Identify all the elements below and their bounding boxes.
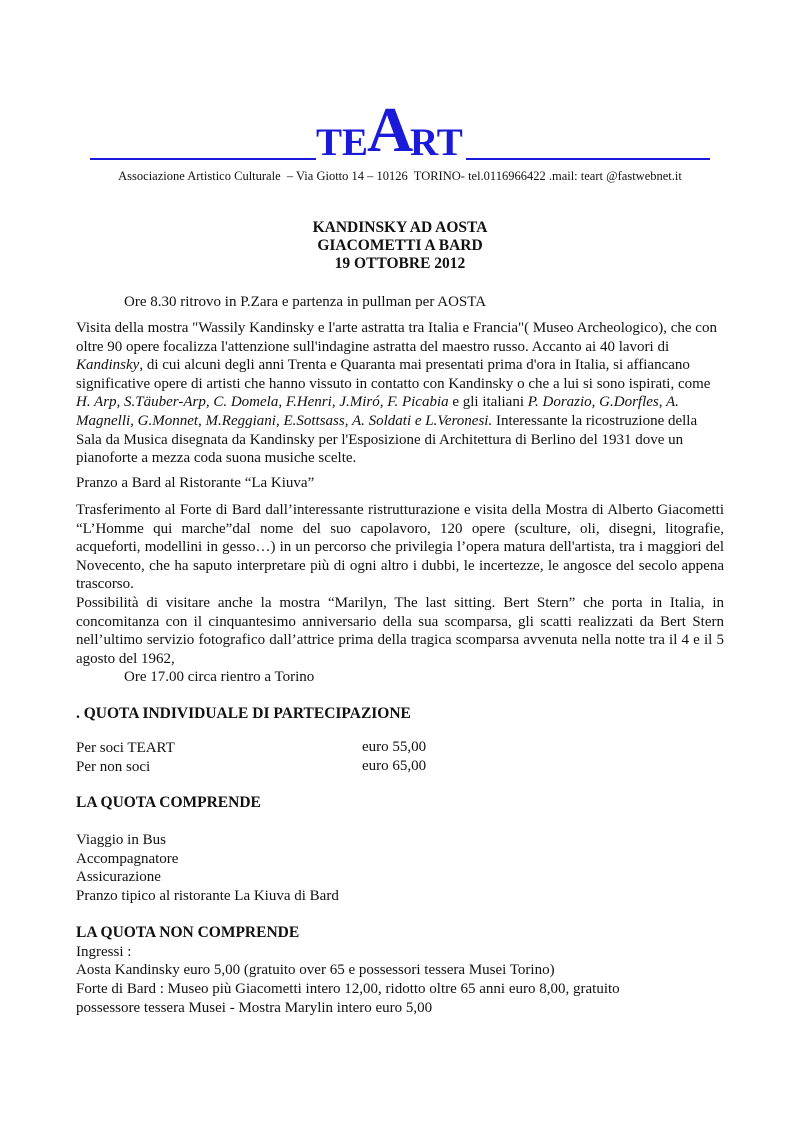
event-title-line-3: 19 OTTOBRE 2012 (334, 255, 466, 272)
includes-heading: LA QUOTA COMPRENDE (76, 794, 261, 811)
visit-text-4: Interessante la ricostruzione della Sala da Musica disegnata da Kandinsky per l'Esposizione di Architettura di Berlino del 1931 dove un pianoforte a mezza coda suona musiche scelte. (76, 412, 698, 467)
association-contact-line: Associazione Artistico Culturale – Via Giotto 14 – 10126 TORINO- tel.0116966422 .mail: teart @fastwebnet.it (118, 169, 682, 183)
includes-item: Pranzo tipico al ristorante La Kiuva di Bard (76, 888, 339, 904)
marilyn-paragraph: Possibilità di visitare anche la mostra “Marilyn, The last sitting. Bert Stern” che porta in Italia, in concomitanza con il cinquantesimo anniversario della sua scomparsa, gli scatti realizzati da Bert Stern nell’ultimo servizio fotografico dall’attrice prima della tragica scomparsa avvenuta nella notte tra il 4 e il 5 agosto del 1962, (76, 595, 724, 667)
visit-text-1: Visita della mostra "Wassily Kandinsky e l'arte astratta tra Italia e Francia"( Museo Archeologico), che con oltre 90 opere focalizza l'attenzione sull'indagine astratta del maestro russo. Accanto ai 40 lavori di (76, 320, 717, 355)
includes-item: Viaggio in Bus (76, 832, 166, 848)
excludes-line: possessore tessera Musei - Mostra Marylin intero euro 5,00 (76, 1000, 433, 1016)
visit-artists-foreign: H. Arp, S.Täuber-Arp, C. Domela, F.Henri, J.Miró, F. Picabia (76, 394, 449, 411)
quota-row-label: Per soci TEART (76, 740, 175, 756)
excludes-line: Aosta Kandinsky euro 5,00 (gratuito over 65 e possessori tessera Musei Torino) (76, 962, 555, 978)
event-title-line-2: GIACOMETTI A BARD (317, 237, 483, 254)
includes-item: Assicurazione (76, 869, 161, 885)
event-title-line-1: KANDINSKY AD AOSTA (312, 219, 488, 236)
header-rule-left (90, 158, 316, 160)
excludes-line: Ingressi : (76, 944, 132, 960)
logo-text-a: A (367, 94, 414, 165)
excludes-heading: LA QUOTA NON COMPRENDE (76, 924, 300, 941)
departure-line: Ore 8.30 ritrovo in P.Zara e partenza in pullman per AOSTA (124, 294, 487, 310)
lunch-line: Pranzo a Bard al Ristorante “La Kiuva” (76, 475, 315, 491)
quota-row-price: euro 55,00 (362, 739, 427, 755)
logo-text-rt: RT (410, 121, 463, 164)
visit-kandinsky: Kandinsky (76, 357, 140, 374)
quota-heading: . QUOTA INDIVIDUALE DI PARTECIPAZIONE (76, 705, 411, 722)
bard-visit-paragraph: Trasferimento al Forte di Bard dall’interessante ristrutturazione e visita della Mostra di Alberto Giacometti “L’Homme qui marche”dal nome del suo capolavoro, 120 opere (sculture, oli, disegni, litografie, acqueforti, modellini in gesso…) in un percorso che privilegia l’opera matura dell'artista, tra i maggiori del Novecento, che ha saputo interpretare più di ogni altro i dubbi, le incertezze, le angosce del secolo appena trascorso. (76, 502, 724, 593)
quota-row-price: euro 65,00 (362, 758, 427, 774)
includes-item: Accompagnatore (76, 851, 179, 867)
visit-artists-italian: P. Dorazio, G.Dorfles, A. Magnelli, G.Monnet, M.Reggiani, E.Sottsass, A. Soldati e L.Veronesi. (76, 394, 679, 429)
logo-text-te: TE (316, 121, 369, 164)
visit-text-3: e gli italiani (448, 394, 528, 411)
return-line: Ore 17.00 circa rientro a Torino (124, 669, 315, 685)
visit-text-2: , di cui alcuni degli anni Trenta e Quaranta mai presentati prima d'ora in Italia, si affiancano significative opere di artisti che hanno vissuto in contatto con Kandinsky o che a lui si sono ispirati, come (76, 357, 711, 392)
excludes-line: Forte di Bard : Museo più Giacometti intero 12,00, ridotto oltre 65 anni euro 8,00, gratuito (76, 981, 620, 997)
header-rule-right (466, 158, 710, 160)
quota-row-label: Per non soci (76, 759, 151, 775)
teart-logo (316, 94, 468, 165)
kandinsky-visit-paragraph (76, 319, 724, 468)
